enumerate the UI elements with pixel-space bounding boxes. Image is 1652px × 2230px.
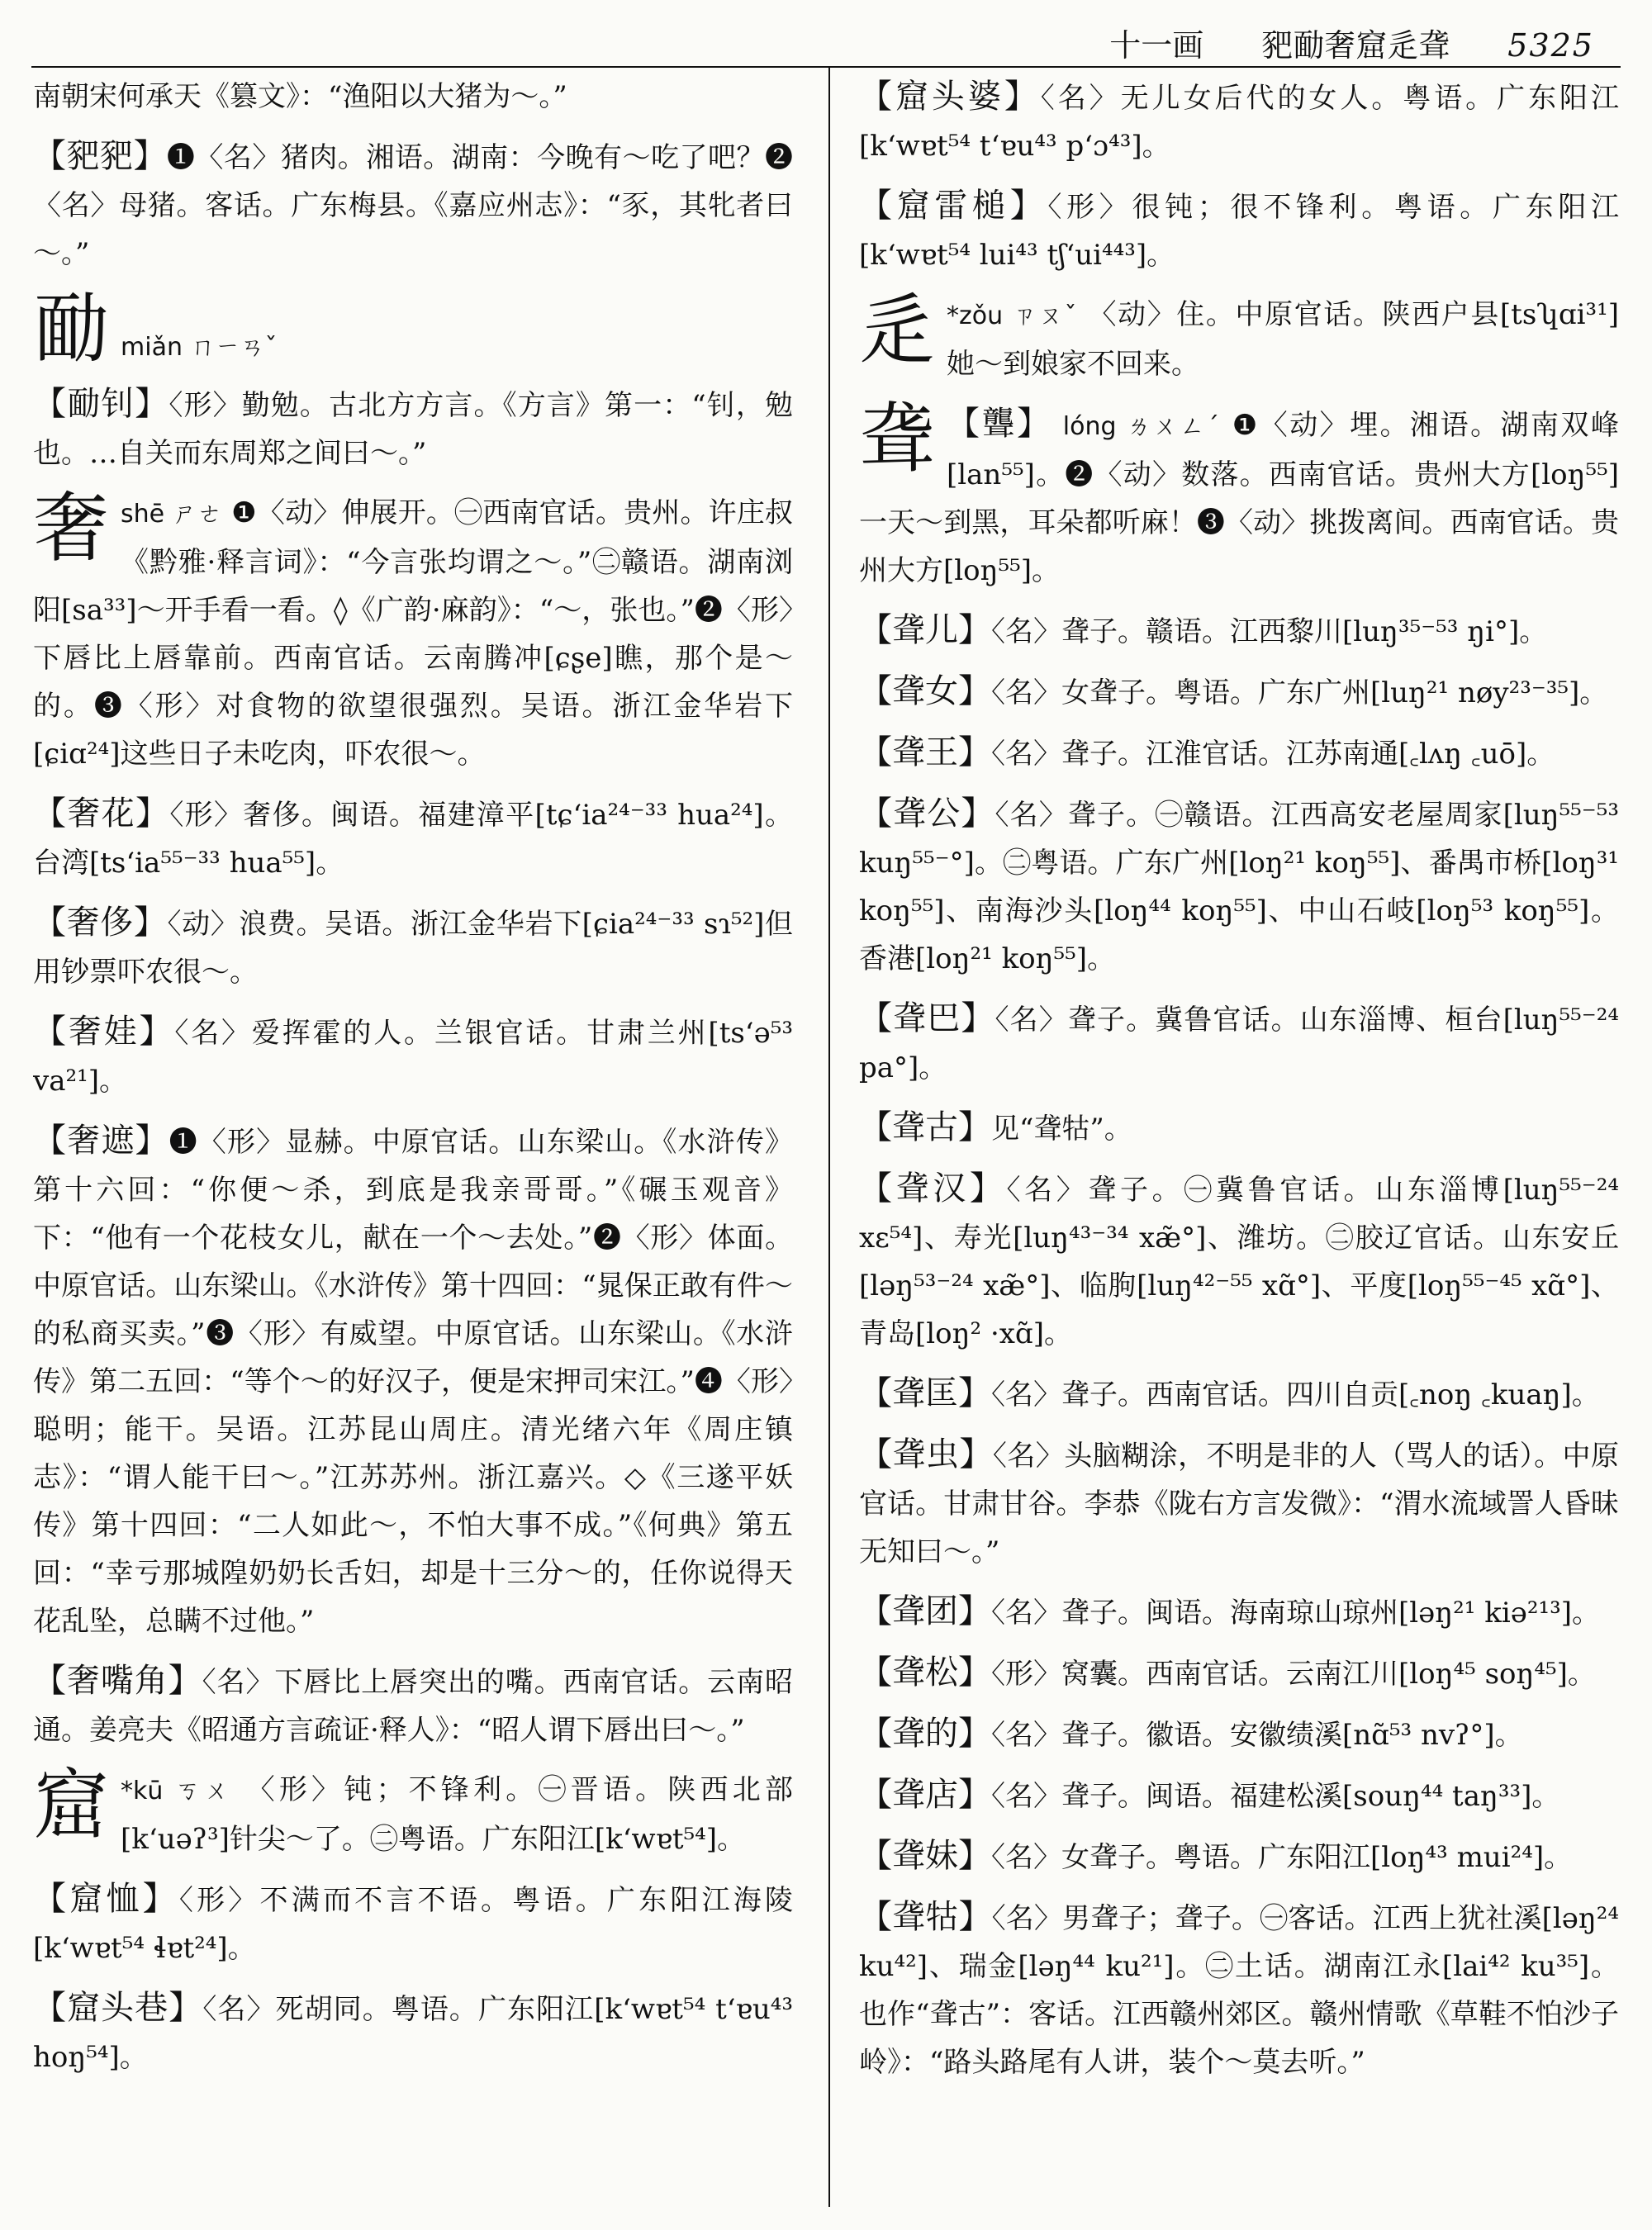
dictionary-entry (859, 1431, 1619, 1576)
entry-headword: 【聋松】 (859, 1654, 991, 1691)
head-char-pinyin: *kū ㄎㄨ (121, 1777, 234, 1805)
dictionary-entry (859, 667, 1619, 717)
dictionary-entry (33, 1657, 793, 1754)
entry-definition: 〈形〉窝囊。西南官话。云南江川[loŋ⁴⁵ soŋ⁴⁵]。 (991, 1658, 1596, 1691)
entry-headword: 【奢娃】 (33, 1013, 175, 1051)
head-char-pinyin: shē ㄕㄜ (121, 500, 223, 529)
header-rule (31, 66, 1621, 68)
entry-headword: 【奢遮】 (33, 1122, 169, 1160)
dictionary-entry (859, 1369, 1619, 1419)
entry-headword: 【聋王】 (859, 733, 991, 771)
entry-definition: 〈名〉女聋子。粤语。广东阳江[loŋ⁴³ mui²⁴]。 (991, 1841, 1573, 1874)
entry-definition: 〈形〉不满而不言不语。粤语。广东阳江海陵[kʻwɐt⁵⁴ ɬɐt²⁴]。 (33, 1884, 793, 1965)
head-char-glyph: 聋 (859, 395, 936, 483)
entry-definition: 〈名〉爱挥霍的人。兰银官话。甘肃兰州[tsʻə⁵³ va²¹]。 (33, 1017, 793, 1098)
dictionary-entry (859, 1165, 1619, 1358)
head-char-pinyin: *zǒu ㄗㄡˇ (947, 301, 1079, 330)
entry-definition: 〈形〉很钝；很不锋利。粤语。广东阳江[kʻwɐt⁵⁴ lui⁴³ tʃʻui⁴⁴³]。 (859, 191, 1619, 272)
dictionary-entry (33, 790, 793, 887)
dictionary-entry (33, 380, 793, 477)
header-chars: 豝勔奢窟辵聋 (1261, 27, 1450, 64)
dictionary-entry (859, 182, 1619, 279)
right-column (859, 73, 1619, 2098)
entry-headword: 【聋公】 (859, 795, 995, 833)
entry-headword: 【聋女】 (859, 672, 991, 710)
entry-definition: 〈名〉头脑糊涂，不明是非的人（骂人的话）。中原官话。甘肃甘谷。李恭《陇右方言发微》：“渭水流域詈人昏昧无知曰～。” (859, 1440, 1619, 1568)
entry-definition: 〈名〉聋子。江淮官话。江苏南通[꜀lʌŋ ꜀uō]。 (991, 738, 1555, 771)
entry-definition: 〈名〉聋子。闽语。福建松溪[souŋ⁴⁴ taŋ³³]。 (991, 1780, 1560, 1813)
dictionary-entry (859, 728, 1619, 778)
definition: ❶〈动〉伸展开。㊀西南官话。贵州。许庄叔《黔雅·释言词》：“今言张均谓之～。”㊁赣语。湖南浏阳[sa³³]～开手看一看。◊《广韵·麻韵》：“～，张也。”❷〈形〉下唇比上唇靠前。西南官话。云南腾冲[ɕʂe]瞧，那个是～的。❸〈形〉对食物的欲望很强烈。吴语。浙江金华岩下[ɕiɑ²⁴]这些日子未吃肉，吓农很～。 (33, 496, 793, 771)
dictionary-entry (859, 73, 1619, 170)
entry-headword: 【聋汉】 (859, 1170, 1007, 1208)
definition: 〈形〉钝；不锋利。㊀晋语。陕西北部[kʻuəʔ³]针尖～了。㊁粤语。广东阳江[kʻwɐt⁵⁴]。 (121, 1773, 793, 1856)
entry-definition: 〈名〉聋子。闽语。海南琼山琼州[ləŋ²¹ kiə²¹³]。 (991, 1597, 1600, 1630)
entry-headword: 【聋虫】 (859, 1435, 993, 1473)
head-char-glyph: 辵 (859, 286, 936, 374)
entry-headword: 【窟恤】 (33, 1880, 179, 1918)
entry-headword: 【聋店】 (859, 1776, 991, 1814)
head-char-glyph: 勔 (33, 285, 110, 373)
dictionary-entry (859, 1710, 1619, 1759)
head-char-glyph: 窟 (33, 1761, 110, 1849)
dictionary-entry (33, 132, 793, 278)
dictionary-entry (33, 1984, 793, 2081)
entry-definition: 〈名〉聋子。赣语。江西黎川[luŋ³⁵⁻⁵³ ŋi°]。 (991, 615, 1548, 648)
entry-headword: 【窟雷槌】 (859, 187, 1048, 225)
dictionary-entry (859, 1893, 1619, 2086)
entry-definition: 〈名〉女聋子。粤语。广东广州[luŋ²¹ nøy²³⁻³⁵]。 (991, 676, 1608, 709)
entry-definition: 〈动〉浪费。吴语。浙江金华岩下[ɕia²⁴⁻³³ sɿ⁵²]但用钞票吓农很～。 (33, 908, 793, 989)
entry-headword: 【聋古】 (859, 1108, 991, 1146)
head-character-entry (33, 484, 793, 778)
entry-definition: 〈名〉下唇比上唇突出的嘴。西南官话。云南昭通。姜亮夫《昭通方言疏证·释人》：“昭人谓下唇出曰～。” (33, 1666, 793, 1747)
page-header (1109, 20, 1594, 64)
definition: ❶〈动〉埋。湘语。湖南双峰[lan⁵⁵]。❷〈动〉数落。西南官话。贵州大方[loŋ⁵⁵]一天～到黑，耳朵都听麻！❸〈动〉挑拨离间。西南官话。贵州大方[loŋ⁵⁵]。 (859, 409, 1619, 587)
column-divider (828, 68, 830, 2207)
dictionary-entry (859, 1832, 1619, 1881)
dictionary-entry (859, 1771, 1619, 1820)
head-char-pinyin: lóng ㄌㄨㄥˊ (1062, 412, 1222, 441)
entry-definition: 〈名〉聋子。徽语。安徽绩溪[nɑ̃⁵³ nvʔ°]。 (991, 1719, 1523, 1752)
entry-definition: 见“聋牯”。 (991, 1113, 1132, 1146)
head-char-glyph: 奢 (33, 484, 110, 572)
entry-definition: 〈名〉男聋子；聋子。㊀客话。江西上犹社溪[ləŋ²⁴ ku⁴²]、瑞金[ləŋ⁴⁴ ku²¹]。㊁土话。湖南江永[lai⁴² ku³⁵]。也作“聋古”：客话。江西赣州郊区。赣州情歌《草鞋不怕沙子岭》：“路头路尾有人讲，装个～莫去听。” (859, 1902, 1619, 2079)
dictionary-entry (33, 1875, 793, 1972)
entry-headword: 【聋妹】 (859, 1837, 991, 1875)
dictionary-entry (859, 1649, 1619, 1698)
dictionary-entry (859, 790, 1619, 983)
left-column (33, 73, 793, 2093)
dictionary-entry (859, 1587, 1619, 1637)
entry-headword: 【聋牯】 (859, 1898, 992, 1936)
entry-definition: 〈名〉聋子。西南官话。四川自贡[꜀noŋ ꜀kuaŋ]。 (991, 1378, 1600, 1412)
entry-headword: 【奢侈】 (33, 904, 168, 942)
entry-definition: 〈名〉聋子。㊀冀鲁官话。山东淄博[luŋ⁵⁵⁻²⁴ xɛ⁵⁴]、寿光[luŋ⁴³⁻³⁴ xæ̃°]、潍坊。㊁胶辽官话。山东安丘[ləŋ⁵³⁻²⁴ xæ̃°]、临朐[luŋ⁴²⁻⁵⁵ xɑ̃°]、平度[loŋ⁵⁵⁻⁴⁵ xɑ̃°]、青岛[loŋ² ·xɑ̃]。 (859, 1174, 1619, 1350)
page-number: 5325 (1507, 27, 1594, 64)
head-char-pinyin: miǎn ㄇㄧㄢˇ (121, 333, 278, 362)
head-character-entry (859, 395, 1619, 595)
entry-headword: 【聋匡】 (859, 1374, 991, 1412)
definition: 〈动〉住。中原官话。陕西户县[tsʮɑi³¹]她～到娘家不回来。 (947, 298, 1619, 381)
entry-definition: ❶〈名〉猪肉。湘语。湖南：今晚有～吃了吧？❷〈名〉母猪。客话。广东梅县。《嘉应州志》：“豕，其牝者曰～。” (33, 141, 793, 270)
entry-headword: 【聋团】 (859, 1592, 991, 1630)
dictionary-entry (33, 1117, 793, 1645)
head-character (33, 285, 793, 373)
dictionary-entry (859, 1103, 1619, 1153)
entry-definition: 〈形〉奢侈。闽语。福建漳平[tɕʻia²⁴⁻³³ hua²⁴]。台湾[tsʻia⁵⁵⁻³³ hua⁵⁵]。 (33, 799, 793, 880)
head-character-entry (859, 286, 1619, 388)
entry-definition: 〈名〉聋子。㊀赣语。江西高安老屋周家[luŋ⁵⁵⁻⁵³ kuŋ⁵⁵⁻°]。㊁粤语。广东广州[loŋ²¹ koŋ⁵⁵]、番禺市桥[loŋ³¹ koŋ⁵⁵]、南海沙头[loŋ⁴⁴ koŋ⁵⁵]、中山石岐[loŋ⁵³ koŋ⁵⁵]。香港[loŋ²¹ koŋ⁵⁵]。 (859, 799, 1619, 975)
entry-headword: 【聋的】 (859, 1715, 991, 1753)
head-character-entry (33, 1761, 793, 1863)
stroke-count: 十一画 (1109, 27, 1204, 64)
entry-headword: 【聋巴】 (859, 999, 995, 1037)
dictionary-entry (859, 994, 1619, 1092)
variant-form: 【聾】 (947, 405, 1052, 443)
entry-definition: 〈名〉无儿女后代的女人。粤语。广东阳江[kʻwɐt⁵⁴ tʻɐu⁴³ pʻɔ⁴³]。 (859, 82, 1619, 163)
entry-definition: 〈名〉聋子。冀鲁官话。山东淄博、桓台[luŋ⁵⁵⁻²⁴ pa°]。 (859, 1004, 1619, 1084)
entry-definition: 〈名〉死胡同。粤语。广东阳江[kʻwɐt⁵⁴ tʻɐu⁴³ hoŋ⁵⁴]。 (33, 1993, 793, 2074)
entry-definition: 〈形〉勤勉。古北方方言。《方言》第一：“钊，勉也。…自关而东周郑之间曰～。” (33, 389, 793, 470)
entry-headword: 【勔钊】 (33, 385, 169, 423)
entry-definition: ❶〈形〉显赫。中原官话。山东梁山。《水浒传》第十六回：“你便～杀，到底是我亲哥哥。”《碾玉观音》下：“他有一个花枝女儿，献在一个～去处。”❷〈形〉体面。中原官话。山东梁山。《水浒传》第十四回：“晁保正敢有件～的私商买卖。”❸〈形〉有威望。中原官话。山东梁山。《水浒传》第二五回：“等个～的好汉子，便是宋押司宋江。”❹〈形〉聪明；能干。吴语。江苏昆山周庄。清光绪六年《周庄镇志》：“谓人能干曰～。”江苏苏州。浙江嘉兴。◇《三遂平妖传》第十四回：“二人如此～，不怕大事不成。”《何典》第五回：“幸亏那城隍奶奶长舌妇，却是十三分～的，任你说得天花乱坠，总瞒不过他。” (33, 1126, 793, 1638)
dictionary-entry (33, 1008, 793, 1105)
dictionary-entry (859, 606, 1619, 656)
entry-headword: 【聋儿】 (859, 611, 991, 649)
continued-text: 南朝宋何承天《篡文》：“渔阳以大猪为～。” (33, 80, 567, 113)
entry-headword: 【奢嘴角】 (33, 1662, 202, 1700)
dictionary-entry (33, 899, 793, 996)
entry-headword: 【窟头婆】 (859, 78, 1041, 116)
entry-headword: 【窟头巷】 (33, 1989, 203, 2027)
entry-headword: 【奢花】 (33, 795, 170, 833)
entry-headword: 【豝豝】 (33, 137, 167, 175)
